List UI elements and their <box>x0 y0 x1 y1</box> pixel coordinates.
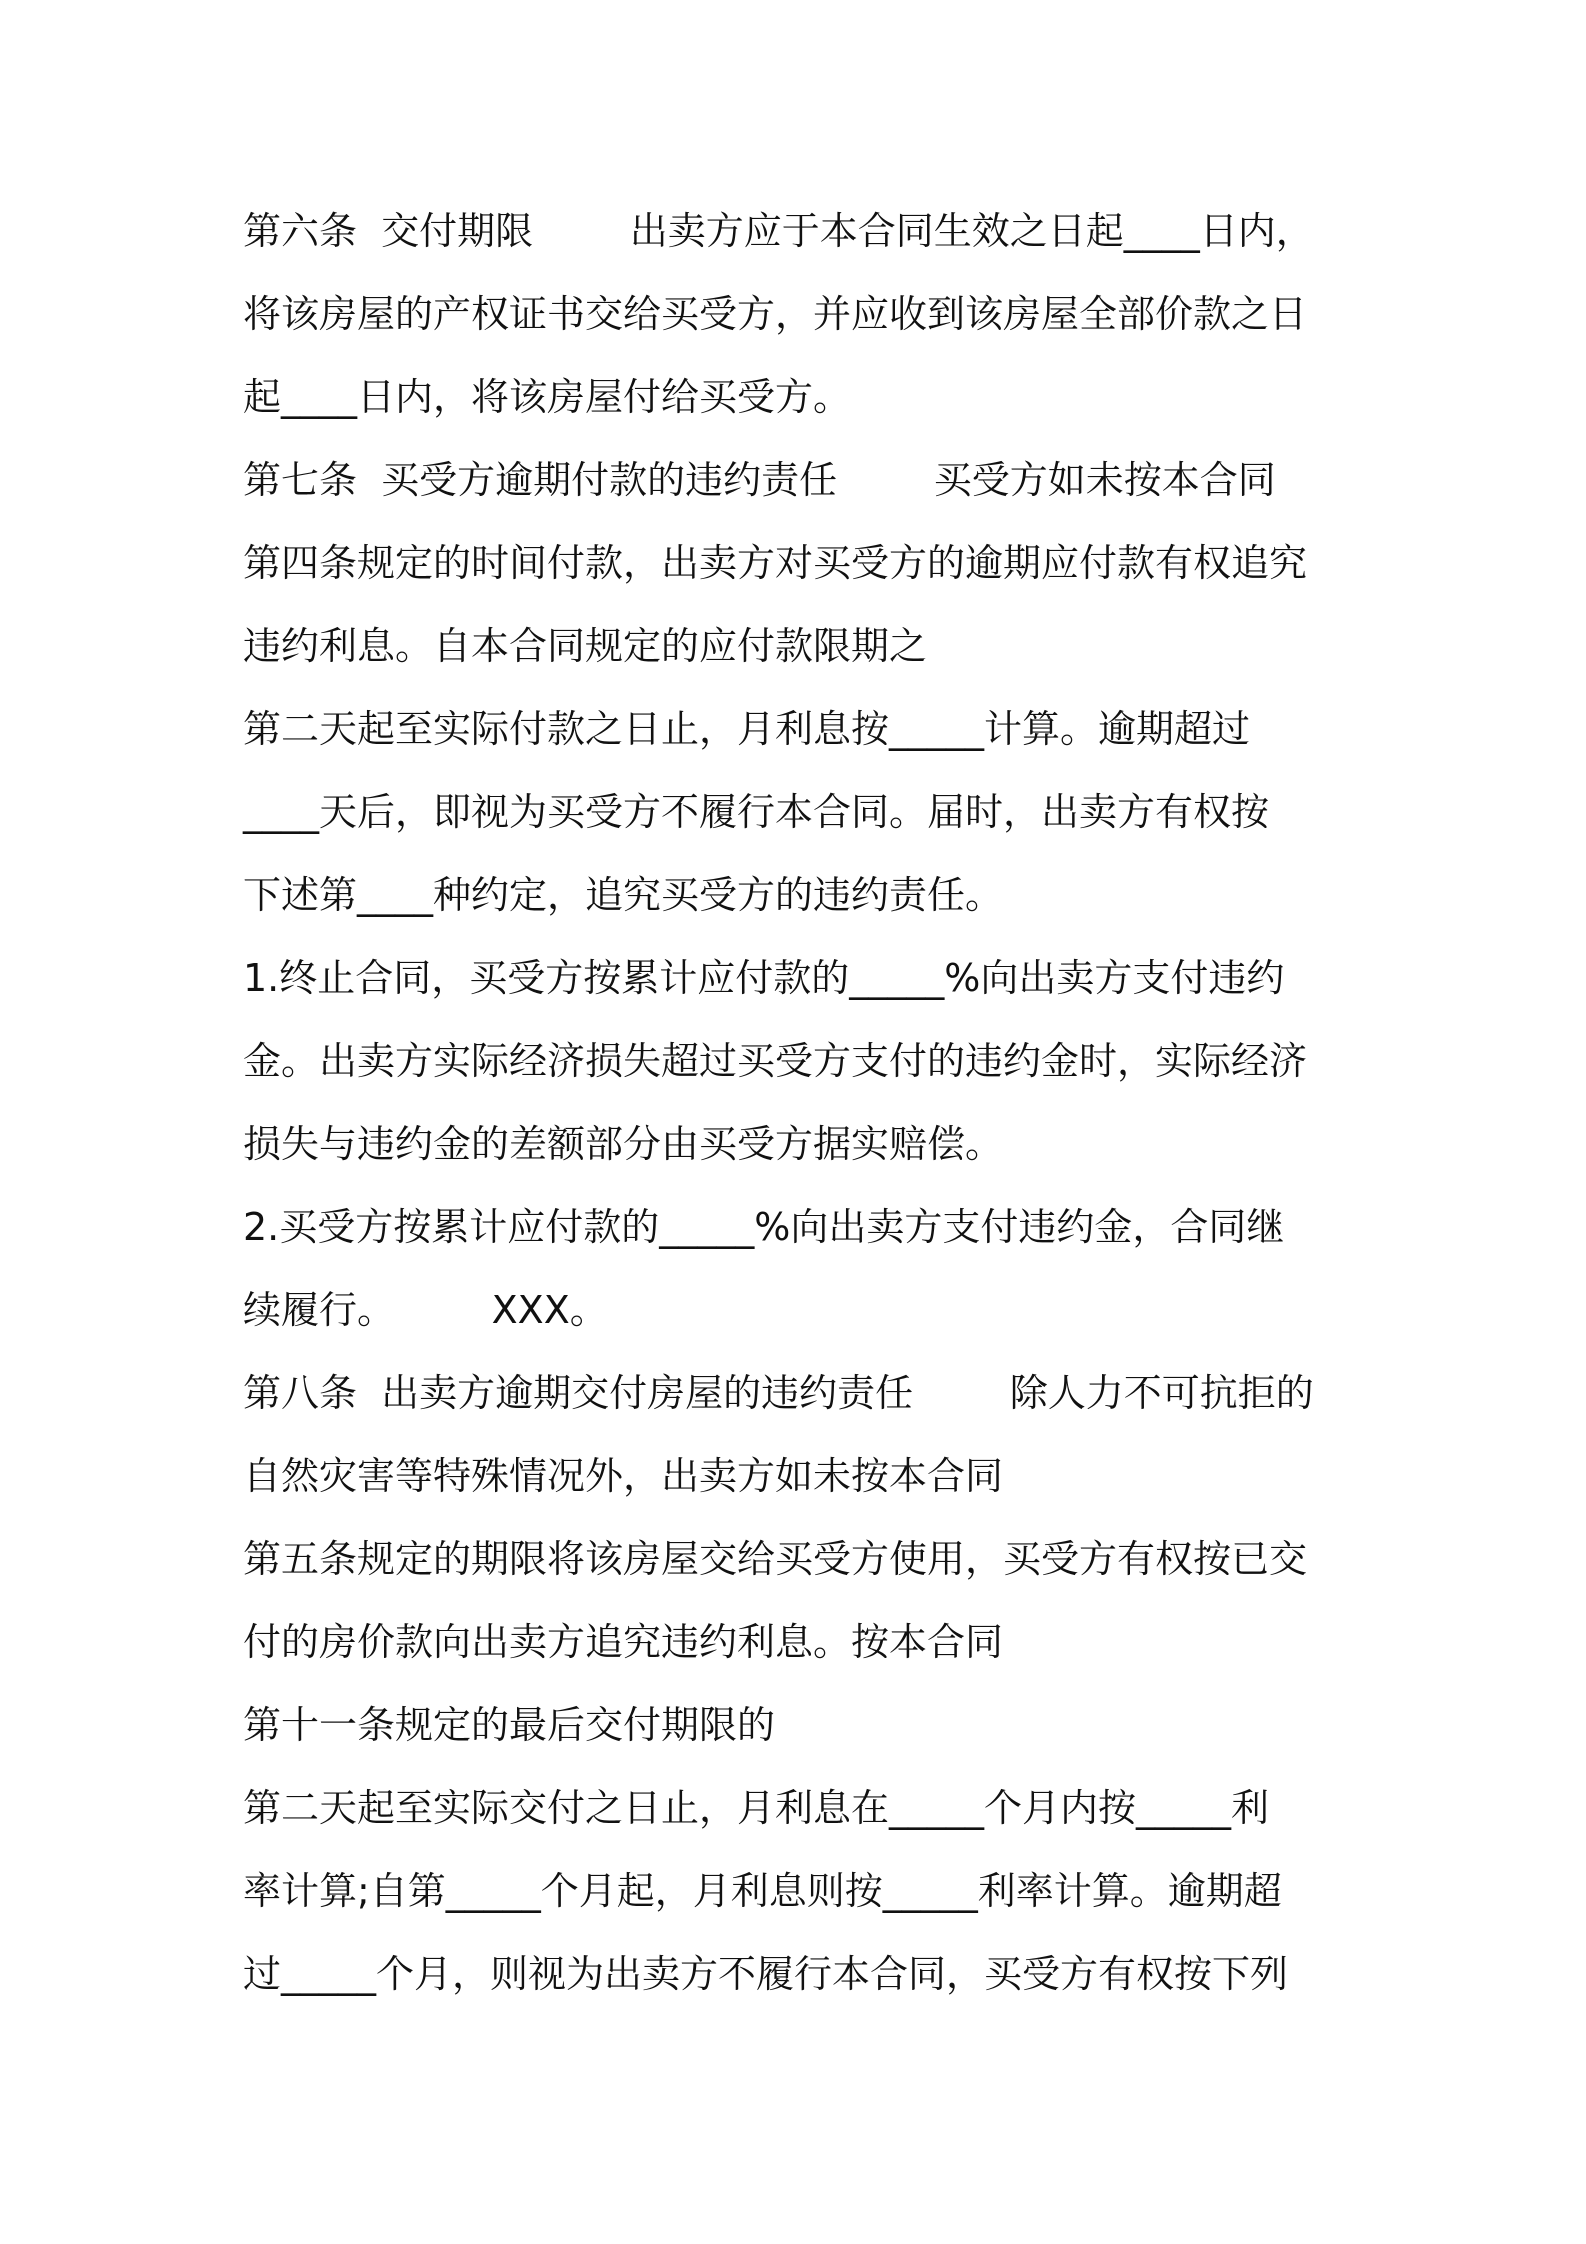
text-line-8: ____天后，即视为买受方不履行本合同。届时，出卖方有权按 <box>243 790 1270 834</box>
text-line-2: 将该房屋的产权证书交给买受方，并应收到该房屋全部价款之日 <box>243 292 1308 336</box>
text-line-16: 自然灾害等特殊情况外，出卖方如未按本合同 <box>243 1454 1004 1498</box>
text-line-13: 2.买受方按累计应付款的_____%向出卖方支付违约金，合同继 <box>243 1205 1285 1249</box>
text-line-21: 率计算;自第_____个月起，月利息则按_____利率计算。逾期超 <box>243 1869 1282 1913</box>
contract-text <box>243 190 1358 2016</box>
text-line-11: 金。出卖方实际经济损失超过买受方支付的违约金时，实际经济 <box>243 1039 1308 1083</box>
text-line-4: 第七条 买受方逾期付款的违约责任 买受方如未按本合同 <box>243 458 1276 502</box>
text-line-5: 第四条规定的时间付款，出卖方对买受方的逾期应付款有权追究 <box>243 541 1308 585</box>
text-line-10: 1.终止合同，买受方按累计应付款的_____%向出卖方支付违约 <box>243 956 1285 1000</box>
text-line-6: 违约利息。自本合同规定的应付款限期之 <box>243 624 928 668</box>
text-line-12: 损失与违约金的差额部分由买受方据实赔偿。 <box>243 1122 1004 1166</box>
text-line-7: 第二天起至实际付款之日止，月利息按_____计算。逾期超过 <box>243 707 1251 751</box>
text-line-20: 第二天起至实际交付之日止，月利息在_____个月内按_____利 <box>243 1786 1270 1830</box>
text-line-19: 第十一条规定的最后交付期限的 <box>243 1703 776 1747</box>
text-line-3: 起____日内，将该房屋付给买受方。 <box>243 375 852 419</box>
text-line-18: 付的房价款向出卖方追究违约利息。按本合同 <box>243 1620 1004 1664</box>
text-line-15: 第八条 出卖方逾期交付房屋的违约责任 除人力不可抗拒的 <box>243 1371 1314 1415</box>
text-line-17: 第五条规定的期限将该房屋交给买受方使用，买受方有权按已交 <box>243 1537 1308 1581</box>
text-line-9: 下述第____种约定，追究买受方的违约责任。 <box>243 873 1004 917</box>
text-line-1: 第六条 交付期限 出卖方应于本合同生效之日起____日内， <box>243 209 1314 253</box>
text-line-22: 过_____个月，则视为出卖方不履行本合同，买受方有权按下列 <box>243 1952 1289 1996</box>
text-line-14: 续履行。 XXX。 <box>243 1288 608 1332</box>
